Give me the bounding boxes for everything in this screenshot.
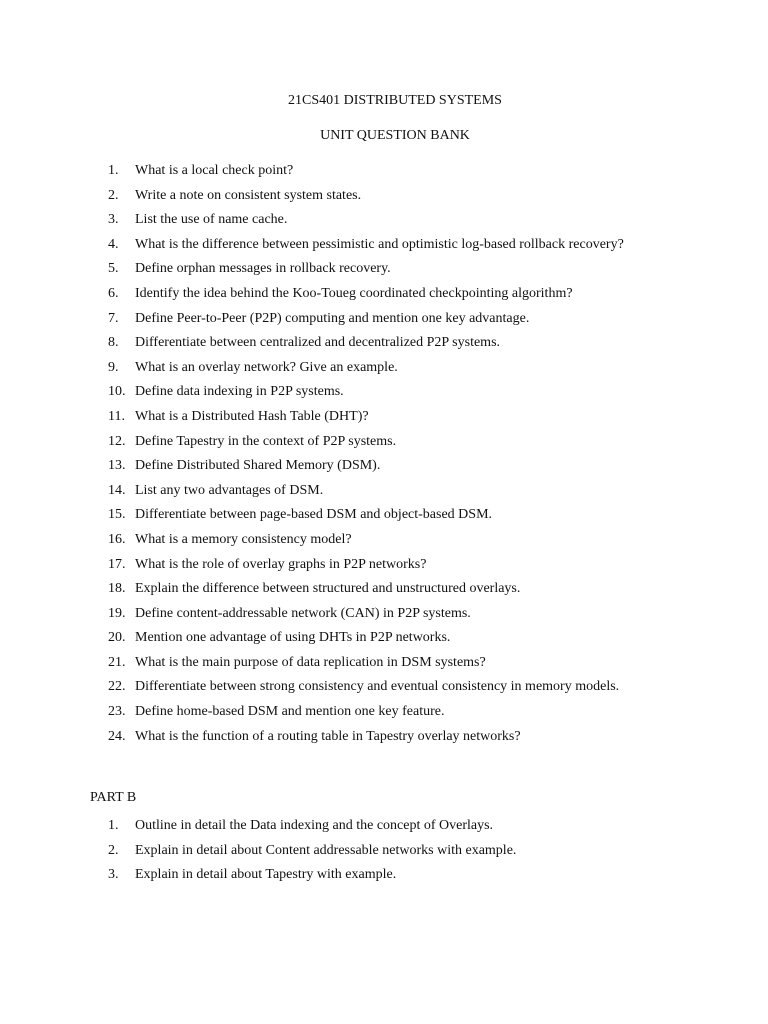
question-number: 9. bbox=[108, 359, 119, 375]
question-number: 12. bbox=[108, 433, 126, 449]
question-number: 4. bbox=[108, 236, 119, 252]
question-text: List any two advantages of DSM. bbox=[135, 482, 324, 498]
question-number: 5. bbox=[108, 261, 119, 277]
question-text: Define data indexing in P2P systems. bbox=[135, 384, 344, 400]
question-text: Write a note on consistent system states. bbox=[135, 187, 362, 203]
question-text: List the use of name cache. bbox=[135, 212, 288, 228]
question-text: Define content-addressable network (CAN) in P2P systems. bbox=[135, 605, 471, 621]
question-number: 1. bbox=[108, 818, 119, 833]
question-text: Differentiate between centralized and decentralized P2P systems. bbox=[135, 335, 501, 351]
question-text: What is a memory consistency model? bbox=[135, 531, 352, 547]
question-number: 24. bbox=[108, 728, 126, 744]
question-number: 8. bbox=[108, 335, 119, 351]
question-number: 18. bbox=[108, 581, 126, 597]
question-text: Mention one advantage of using DHTs in P2P networks. bbox=[135, 630, 451, 646]
question-number: 14. bbox=[108, 482, 126, 498]
question-number: 2. bbox=[108, 842, 119, 858]
question-number: 3. bbox=[108, 212, 119, 228]
question-number: 6. bbox=[108, 285, 119, 301]
question-number: 7. bbox=[108, 310, 119, 326]
question-text: Identify the idea behind the Koo-Toueg coordinated checkpointing algorithm? bbox=[135, 285, 573, 301]
question-text: Explain the difference between structured and unstructured overlays. bbox=[135, 581, 521, 597]
question-text: Differentiate between page-based DSM and object-based DSM. bbox=[135, 507, 493, 523]
question-text: Differentiate between strong consistency and eventual consistency in memory models. bbox=[135, 679, 620, 695]
course-title: 21CS401 DISTRIBUTED SYSTEMS bbox=[288, 93, 502, 108]
question-text: Define orphan messages in rollback recovery. bbox=[135, 261, 391, 277]
question-number: 2. bbox=[108, 187, 119, 203]
question-number: 16. bbox=[108, 531, 126, 547]
question-text: What is the function of a routing table in Tapestry overlay networks? bbox=[135, 728, 521, 744]
question-text: Define Distributed Shared Memory (DSM). bbox=[135, 458, 381, 474]
question-text: Explain in detail about Tapestry with example. bbox=[135, 867, 397, 883]
question-text: What is a local check point? bbox=[135, 163, 294, 178]
question-number: 19. bbox=[108, 605, 126, 621]
question-number: 17. bbox=[108, 556, 126, 572]
question-number: 23. bbox=[108, 704, 126, 720]
question-number: 13. bbox=[108, 458, 126, 474]
question-text: What is the role of overlay graphs in P2P networks? bbox=[135, 556, 427, 572]
question-text: Outline in detail the Data indexing and the concept of Overlays. bbox=[135, 818, 494, 833]
question-text: What is a Distributed Hash Table (DHT)? bbox=[135, 408, 369, 424]
question-number: 20. bbox=[108, 630, 126, 646]
question-text: What is the difference between pessimistic and optimistic log-based rollback recovery? bbox=[135, 236, 624, 252]
question-text: Define home-based DSM and mention one key feature. bbox=[135, 704, 445, 720]
question-text: Define Peer-to-Peer (P2P) computing and mention one key advantage. bbox=[135, 310, 530, 326]
question-number: 1. bbox=[108, 163, 119, 178]
question-number: 15. bbox=[108, 507, 126, 523]
question-number: 3. bbox=[108, 867, 119, 883]
question-text: What is the main purpose of data replication in DSM systems? bbox=[135, 654, 486, 670]
part-b-heading: PART B bbox=[90, 790, 137, 805]
question-number: 11. bbox=[108, 408, 125, 424]
question-number: 21. bbox=[108, 654, 126, 670]
question-text: What is an overlay network? Give an example. bbox=[135, 359, 398, 375]
question-number: 10. bbox=[108, 384, 126, 400]
page-subtitle: UNIT QUESTION BANK bbox=[320, 128, 470, 143]
question-text: Define Tapestry in the context of P2P systems. bbox=[135, 433, 397, 449]
question-text: Explain in detail about Content addressable networks with example. bbox=[135, 842, 517, 858]
question-number: 22. bbox=[108, 679, 126, 695]
